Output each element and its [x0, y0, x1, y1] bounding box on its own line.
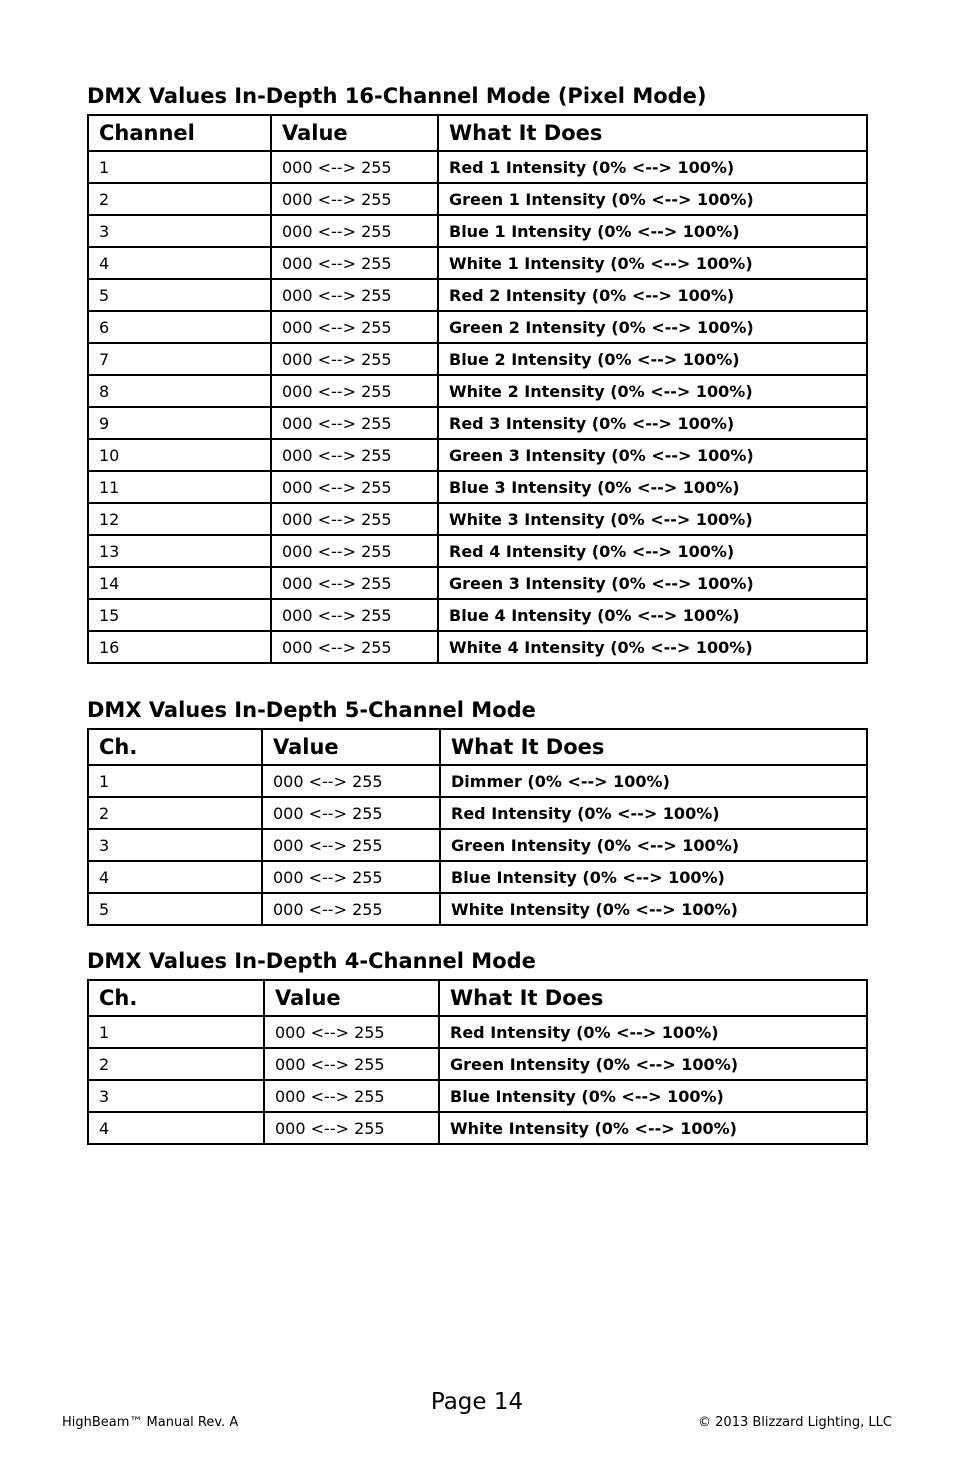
cell-channel: 10 — [88, 439, 271, 471]
cell-description: Red Intensity (0% <--> 100%) — [440, 797, 867, 829]
table-row — [88, 151, 867, 183]
cell-description: Blue Intensity (0% <--> 100%) — [439, 1080, 867, 1112]
cell-description: Blue 4 Intensity (0% <--> 100%) — [438, 599, 867, 631]
cell-channel: 4 — [88, 247, 271, 279]
cell-channel: 5 — [88, 893, 262, 925]
cell-description: Blue 1 Intensity (0% <--> 100%) — [438, 215, 867, 247]
cell-value: 000 <--> 255 — [262, 797, 440, 829]
table-row — [88, 1112, 867, 1144]
cell-description: White 4 Intensity (0% <--> 100%) — [438, 631, 867, 663]
cell-channel: 7 — [88, 343, 271, 375]
section-title-16ch: DMX Values In-Depth 16-Channel Mode (Pixel Mode) — [87, 84, 707, 108]
cell-description: Green Intensity (0% <--> 100%) — [439, 1048, 867, 1080]
cell-value: 000 <--> 255 — [264, 1112, 439, 1144]
table-row — [88, 861, 867, 893]
table-row — [88, 567, 867, 599]
header-what-it-does: What It Does — [440, 729, 867, 765]
cell-description: Red Intensity (0% <--> 100%) — [439, 1016, 867, 1048]
cell-description: Red 1 Intensity (0% <--> 100%) — [438, 151, 867, 183]
cell-value: 000 <--> 255 — [271, 407, 438, 439]
table-row — [88, 765, 867, 797]
section-title-4ch: DMX Values In-Depth 4-Channel Mode — [87, 949, 536, 973]
cell-value: 000 <--> 255 — [271, 503, 438, 535]
cell-description: Green 1 Intensity (0% <--> 100%) — [438, 183, 867, 215]
header-value: Value — [262, 729, 440, 765]
cell-description: White 1 Intensity (0% <--> 100%) — [438, 247, 867, 279]
cell-channel: 16 — [88, 631, 271, 663]
table-row — [88, 797, 867, 829]
cell-description: Green 3 Intensity (0% <--> 100%) — [438, 439, 867, 471]
cell-description: White 3 Intensity (0% <--> 100%) — [438, 503, 867, 535]
table-row — [88, 279, 867, 311]
cell-description: Red 3 Intensity (0% <--> 100%) — [438, 407, 867, 439]
table-row — [88, 1048, 867, 1080]
cell-description: Red 2 Intensity (0% <--> 100%) — [438, 279, 867, 311]
cell-description: Blue 3 Intensity (0% <--> 100%) — [438, 471, 867, 503]
cell-channel: 12 — [88, 503, 271, 535]
table-row — [88, 439, 867, 471]
cell-channel: 11 — [88, 471, 271, 503]
section-title-5ch: DMX Values In-Depth 5-Channel Mode — [87, 698, 536, 722]
table-row — [88, 1016, 867, 1048]
table-row — [88, 535, 867, 567]
cell-description: White Intensity (0% <--> 100%) — [440, 893, 867, 925]
cell-channel: 8 — [88, 375, 271, 407]
table-row — [88, 407, 867, 439]
cell-description: Green 2 Intensity (0% <--> 100%) — [438, 311, 867, 343]
cell-value: 000 <--> 255 — [262, 861, 440, 893]
cell-channel: 13 — [88, 535, 271, 567]
cell-description: White 2 Intensity (0% <--> 100%) — [438, 375, 867, 407]
cell-value: 000 <--> 255 — [264, 1080, 439, 1112]
cell-channel: 6 — [88, 311, 271, 343]
cell-value: 000 <--> 255 — [262, 765, 440, 797]
table-row — [88, 215, 867, 247]
cell-channel: 1 — [88, 151, 271, 183]
cell-value: 000 <--> 255 — [271, 631, 438, 663]
table-header-row — [88, 729, 867, 765]
page-number: Page 14 — [430, 1389, 524, 1415]
table-row — [88, 1080, 867, 1112]
cell-channel: 5 — [88, 279, 271, 311]
table-row — [88, 829, 867, 861]
cell-value: 000 <--> 255 — [271, 567, 438, 599]
cell-description: Green Intensity (0% <--> 100%) — [440, 829, 867, 861]
cell-value: 000 <--> 255 — [271, 215, 438, 247]
header-what-it-does: What It Does — [438, 115, 867, 151]
table-row — [88, 375, 867, 407]
dmx-table-5ch — [87, 728, 868, 926]
cell-value: 000 <--> 255 — [271, 279, 438, 311]
cell-value: 000 <--> 255 — [271, 311, 438, 343]
table-row — [88, 471, 867, 503]
cell-channel: 1 — [88, 765, 262, 797]
cell-value: 000 <--> 255 — [271, 247, 438, 279]
header-value: Value — [271, 115, 438, 151]
table-row — [88, 311, 867, 343]
cell-channel: 14 — [88, 567, 271, 599]
cell-channel: 3 — [88, 215, 271, 247]
cell-channel: 2 — [88, 183, 271, 215]
cell-channel: 3 — [88, 829, 262, 861]
table-row — [88, 893, 867, 925]
cell-description: Green 3 Intensity (0% <--> 100%) — [438, 567, 867, 599]
cell-channel: 4 — [88, 1112, 264, 1144]
header-value: Value — [264, 980, 439, 1016]
cell-value: 000 <--> 255 — [271, 151, 438, 183]
cell-value: 000 <--> 255 — [271, 375, 438, 407]
cell-description: Blue 2 Intensity (0% <--> 100%) — [438, 343, 867, 375]
cell-value: 000 <--> 255 — [264, 1048, 439, 1080]
cell-value: 000 <--> 255 — [264, 1016, 439, 1048]
table-row — [88, 183, 867, 215]
table-row — [88, 247, 867, 279]
cell-description: Dimmer (0% <--> 100%) — [440, 765, 867, 797]
table-header-row — [88, 980, 867, 1016]
footer-copyright: © 2013 Blizzard Lighting, LLC — [698, 1415, 892, 1430]
dmx-table-16ch — [87, 114, 868, 664]
table-header-row — [88, 115, 867, 151]
cell-channel: 1 — [88, 1016, 264, 1048]
cell-channel: 2 — [88, 797, 262, 829]
footer-manual-title: HighBeam™ Manual Rev. A — [62, 1415, 239, 1430]
header-what-it-does: What It Does — [439, 980, 867, 1016]
cell-value: 000 <--> 255 — [271, 535, 438, 567]
cell-channel: 9 — [88, 407, 271, 439]
cell-value: 000 <--> 255 — [271, 599, 438, 631]
header-channel: Ch. — [88, 729, 262, 765]
cell-channel: 15 — [88, 599, 271, 631]
cell-description: White Intensity (0% <--> 100%) — [439, 1112, 867, 1144]
cell-channel: 3 — [88, 1080, 264, 1112]
table-row — [88, 343, 867, 375]
cell-value: 000 <--> 255 — [271, 439, 438, 471]
table-row — [88, 503, 867, 535]
cell-value: 000 <--> 255 — [271, 471, 438, 503]
cell-channel: 2 — [88, 1048, 264, 1080]
cell-value: 000 <--> 255 — [262, 829, 440, 861]
cell-description: Red 4 Intensity (0% <--> 100%) — [438, 535, 867, 567]
cell-value: 000 <--> 255 — [271, 343, 438, 375]
cell-value: 000 <--> 255 — [271, 183, 438, 215]
table-row — [88, 631, 867, 663]
cell-description: Blue Intensity (0% <--> 100%) — [440, 861, 867, 893]
header-channel: Ch. — [88, 980, 264, 1016]
cell-channel: 4 — [88, 861, 262, 893]
dmx-table-4ch — [87, 979, 868, 1145]
cell-value: 000 <--> 255 — [262, 893, 440, 925]
header-channel: Channel — [88, 115, 271, 151]
table-row — [88, 599, 867, 631]
